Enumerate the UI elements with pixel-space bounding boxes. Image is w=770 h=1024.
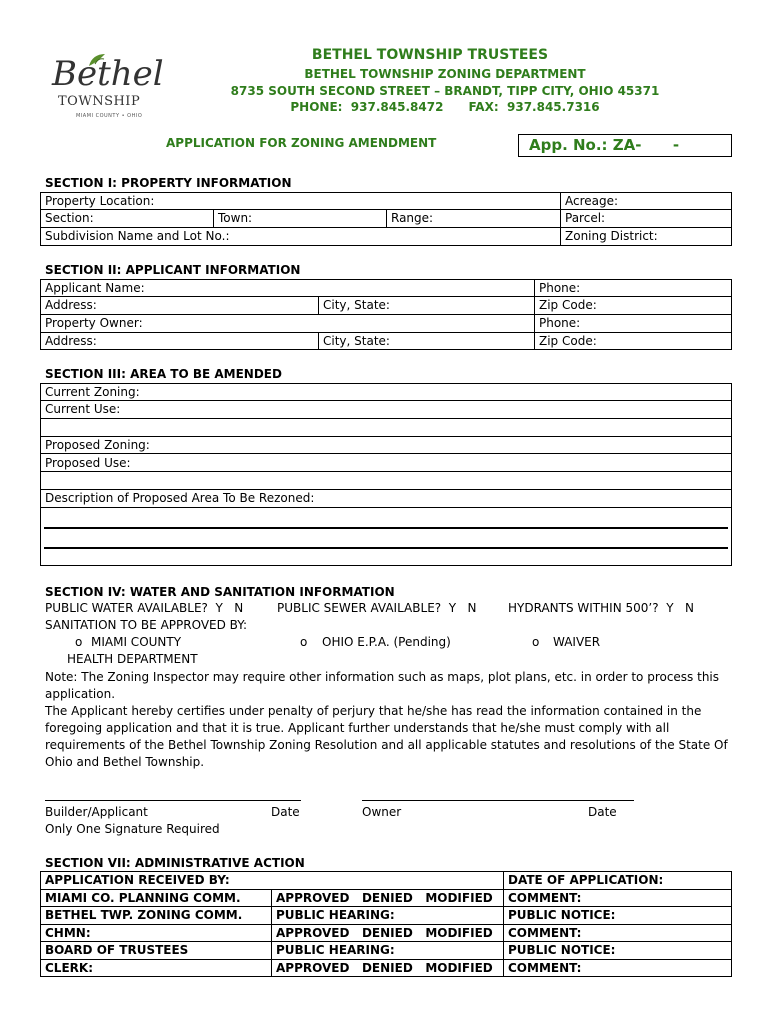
public-sewer-question[interactable]: PUBLIC SEWER AVAILABLE? Y N	[277, 601, 477, 615]
option-waiver: WAIVER	[553, 635, 601, 649]
section7-title: SECTION VII: ADMINISTRATIVE ACTION	[45, 856, 305, 870]
admin-row-1-col1[interactable]: APPLICATION RECEIVED BY:	[45, 873, 230, 887]
admin-row-3-col3[interactable]: PUBLIC NOTICE:	[508, 908, 616, 922]
section-field[interactable]: Section:	[45, 211, 94, 225]
owner-zip-field[interactable]: Zip Code:	[539, 334, 597, 348]
owner-city-state-field[interactable]: City, State:	[323, 334, 390, 348]
applicant-name-field[interactable]: Applicant Name:	[45, 281, 145, 295]
current-zoning-field[interactable]: Current Zoning:	[45, 385, 140, 399]
section1-title: SECTION I: PROPERTY INFORMATION	[45, 176, 292, 190]
logo-township: TOWNSHIP	[58, 94, 141, 109]
section4-title: SECTION IV: WATER AND SANITATION INFORMATION	[45, 585, 395, 599]
note-line-1: Note: The Zoning Inspector may require other information such as maps, plot plans, etc. in order to process this	[45, 670, 720, 684]
zoning-district-field[interactable]: Zoning District:	[565, 229, 658, 243]
admin-row-4-col1[interactable]: CHMN:	[45, 926, 91, 940]
admin-row-6-col1[interactable]: CLERK:	[45, 961, 93, 975]
option-bullet-3[interactable]: o	[532, 635, 540, 649]
section3-title: SECTION III: AREA TO BE AMENDED	[45, 367, 282, 381]
applicant-zip-field[interactable]: Zip Code:	[539, 298, 597, 312]
section2-title: SECTION II: APPLICANT INFORMATION	[45, 263, 301, 277]
phone-fax: PHONE: 937.845.8472 FAX: 937.845.7316	[290, 100, 600, 114]
subdivision-field[interactable]: Subdivision Name and Lot No.:	[45, 229, 230, 243]
town-field[interactable]: Town:	[218, 211, 253, 225]
admin-row-2-col1[interactable]: MIAMI CO. PLANNING COMM.	[45, 891, 241, 905]
section3-table	[40, 383, 732, 566]
admin-row-4-col3[interactable]: COMMENT:	[508, 926, 582, 940]
builder-label: Builder/Applicant	[45, 805, 148, 819]
owner-address-field[interactable]: Address:	[45, 334, 97, 348]
owner-phone-field[interactable]: Phone:	[539, 316, 581, 330]
org-title: BETHEL TOWNSHIP TRUSTEES	[311, 47, 549, 63]
description-field[interactable]: Description of Proposed Area To Be Rezoned:	[45, 491, 315, 505]
public-water-question[interactable]: PUBLIC WATER AVAILABLE? Y N	[45, 601, 244, 615]
acreage-field[interactable]: Acreage:	[565, 194, 619, 208]
bethel-logo	[50, 52, 165, 124]
admin-row-3-col2[interactable]: PUBLIC HEARING:	[276, 908, 395, 922]
admin-row-2-col2[interactable]: APPROVED DENIED MODIFIED	[276, 891, 493, 905]
admin-row-1-col3[interactable]: DATE OF APPLICATION:	[508, 873, 664, 887]
sanitation-label: SANITATION TO BE APPROVED BY:	[45, 618, 248, 632]
admin-row-6-col2[interactable]: APPROVED DENIED MODIFIED	[276, 961, 493, 975]
option-ohio-epa: OHIO E.P.A. (Pending)	[322, 635, 451, 649]
owner-label: Owner	[362, 805, 402, 819]
applicant-city-state-field[interactable]: City, State:	[323, 298, 390, 312]
applicant-signature-line[interactable]	[45, 800, 301, 801]
proposed-zoning-field[interactable]: Proposed Zoning:	[45, 438, 150, 452]
cert-line-2: foregoing application and that it is true. Applicant further understands that he/she must comply with all	[45, 721, 670, 735]
range-field[interactable]: Range:	[391, 211, 434, 225]
applicant-address-field[interactable]: Address:	[45, 298, 97, 312]
applicant-phone-field[interactable]: Phone:	[539, 281, 581, 295]
option-bullet-2[interactable]: o	[300, 635, 308, 649]
owner-signature-line[interactable]	[362, 800, 634, 801]
only-one-signature: Only One Signature Required	[45, 822, 220, 836]
admin-row-3-col1[interactable]: BETHEL TWP. ZONING COMM.	[45, 908, 243, 922]
note-line-2: application.	[45, 687, 116, 701]
property-location-field[interactable]: Property Location:	[45, 194, 155, 208]
current-use-field[interactable]: Current Use:	[45, 402, 121, 416]
cert-line-1: The Applicant hereby certifies under penalty of perjury that he/she has read the information contained in the	[45, 704, 702, 718]
app-no-label: App. No.: ZA- -	[529, 136, 680, 154]
dept-title: BETHEL TOWNSHIP ZONING DEPARTMENT	[304, 67, 586, 81]
date-label-2: Date	[588, 805, 617, 819]
option-bullet-1[interactable]: o	[75, 635, 83, 649]
admin-row-5-col1[interactable]: BOARD OF TRUSTEES	[45, 943, 189, 957]
admin-row-2-col3[interactable]: COMMENT:	[508, 891, 582, 905]
option-miami-county: MIAMI COUNTY	[91, 635, 182, 649]
logo-county: MIAMI COUNTY • OHIO	[76, 113, 143, 119]
hydrants-question[interactable]: HYDRANTS WITHIN 500’? Y N	[508, 601, 694, 615]
date-label-1: Date	[271, 805, 300, 819]
logo-name: Bethel	[52, 54, 164, 94]
property-owner-field[interactable]: Property Owner:	[45, 316, 143, 330]
cert-line-3: requirements of the Bethel Township Zoning Resolution and all applicable statutes and resolutions of the State Of	[45, 738, 728, 752]
parcel-field[interactable]: Parcel:	[565, 211, 606, 225]
admin-row-5-col3[interactable]: PUBLIC NOTICE:	[508, 943, 616, 957]
address-line: 8735 SOUTH SECOND STREET – BRANDT, TIPP CITY, OHIO 45371	[230, 84, 660, 98]
admin-row-4-col2[interactable]: APPROVED DENIED MODIFIED	[276, 926, 493, 940]
admin-row-5-col2[interactable]: PUBLIC HEARING:	[276, 943, 395, 957]
option-health-dept: HEALTH DEPARTMENT	[67, 652, 198, 666]
cert-line-4: Ohio and Bethel Township.	[45, 755, 205, 769]
app-no-box[interactable]	[518, 134, 732, 157]
form-title: APPLICATION FOR ZONING AMENDMENT	[166, 136, 437, 150]
admin-row-6-col3[interactable]: COMMENT:	[508, 961, 582, 975]
proposed-use-field[interactable]: Proposed Use:	[45, 456, 131, 470]
